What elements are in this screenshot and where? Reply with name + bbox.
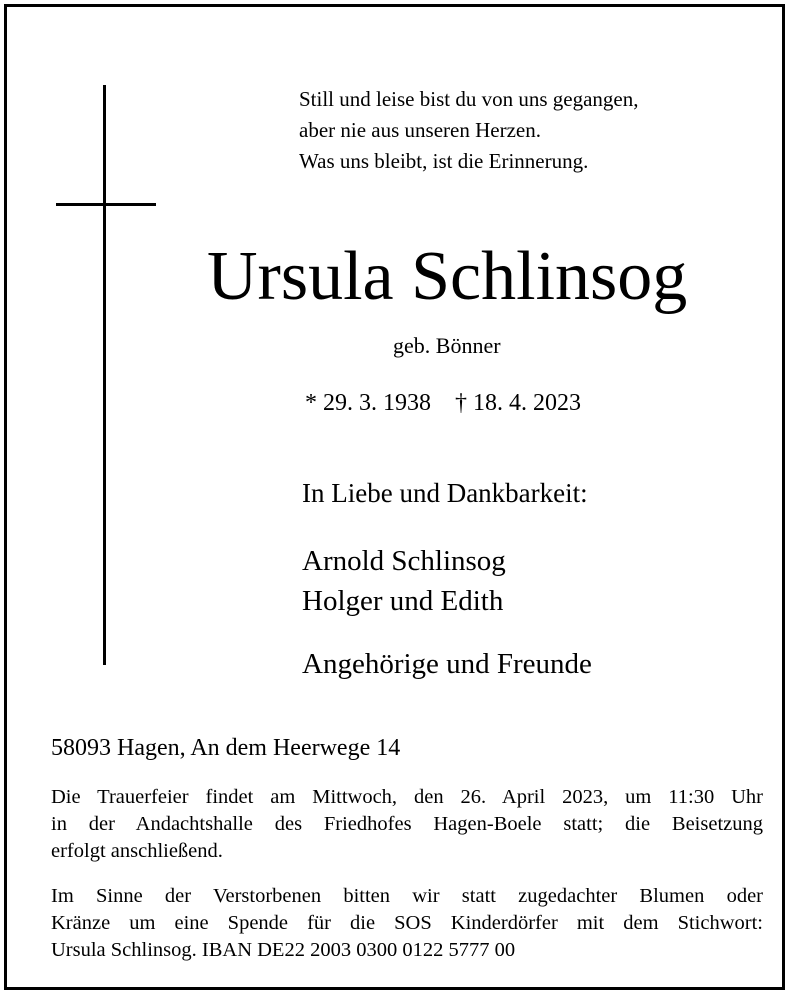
funeral-notice-line: in der Andachtshalle des Friedhofes Hagen-Boele statt; die Beisetzung (51, 813, 763, 835)
cross-horizontal-bar (56, 203, 156, 206)
verse-line: aber nie aus unseren Herzen. (299, 118, 541, 142)
mourner-list (302, 541, 506, 621)
life-dates (305, 387, 581, 419)
donation-notice (51, 883, 763, 964)
dedication-line: In Liebe und Dankbarkeit: (302, 478, 588, 508)
deceased-name: Ursula Schlinsog (207, 238, 688, 315)
memorial-verse (299, 84, 638, 177)
death-date: † 18. 4. 2023 (455, 390, 581, 416)
mourner-others: Angehörige und Freunde (302, 648, 592, 680)
mourner-name: Holger und Edith (302, 585, 504, 617)
family-address: 58093 Hagen, An dem Heerwege 14 (51, 735, 401, 761)
mourner-name: Arnold Schlinsog (302, 545, 506, 577)
donation-notice-line: Ursula Schlinsog. IBAN DE22 2003 0300 0122 5777 00 (51, 939, 516, 961)
funeral-notice-line: erfolgt anschließend. (51, 840, 223, 862)
birth-date: * 29. 3. 1938 (305, 390, 431, 416)
donation-notice-line: Kränze um eine Spende für die SOS Kinderdörfer mit dem Stichwort: (51, 912, 763, 934)
verse-line: Was uns bleibt, ist die Erinnerung. (299, 149, 589, 173)
cross-vertical-bar (103, 85, 106, 665)
birth-name: geb. Bönner (393, 333, 501, 358)
donation-notice-line: Im Sinne der Verstorbenen bitten wir statt zugedachter Blumen oder (51, 885, 763, 907)
funeral-notice (51, 784, 763, 865)
obituary-frame (4, 4, 785, 990)
verse-line: Still und leise bist du von uns gegangen, (299, 87, 639, 111)
funeral-notice-line: Die Trauerfeier findet am Mittwoch, den 26. April 2023, um 11:30 Uhr (51, 786, 763, 808)
